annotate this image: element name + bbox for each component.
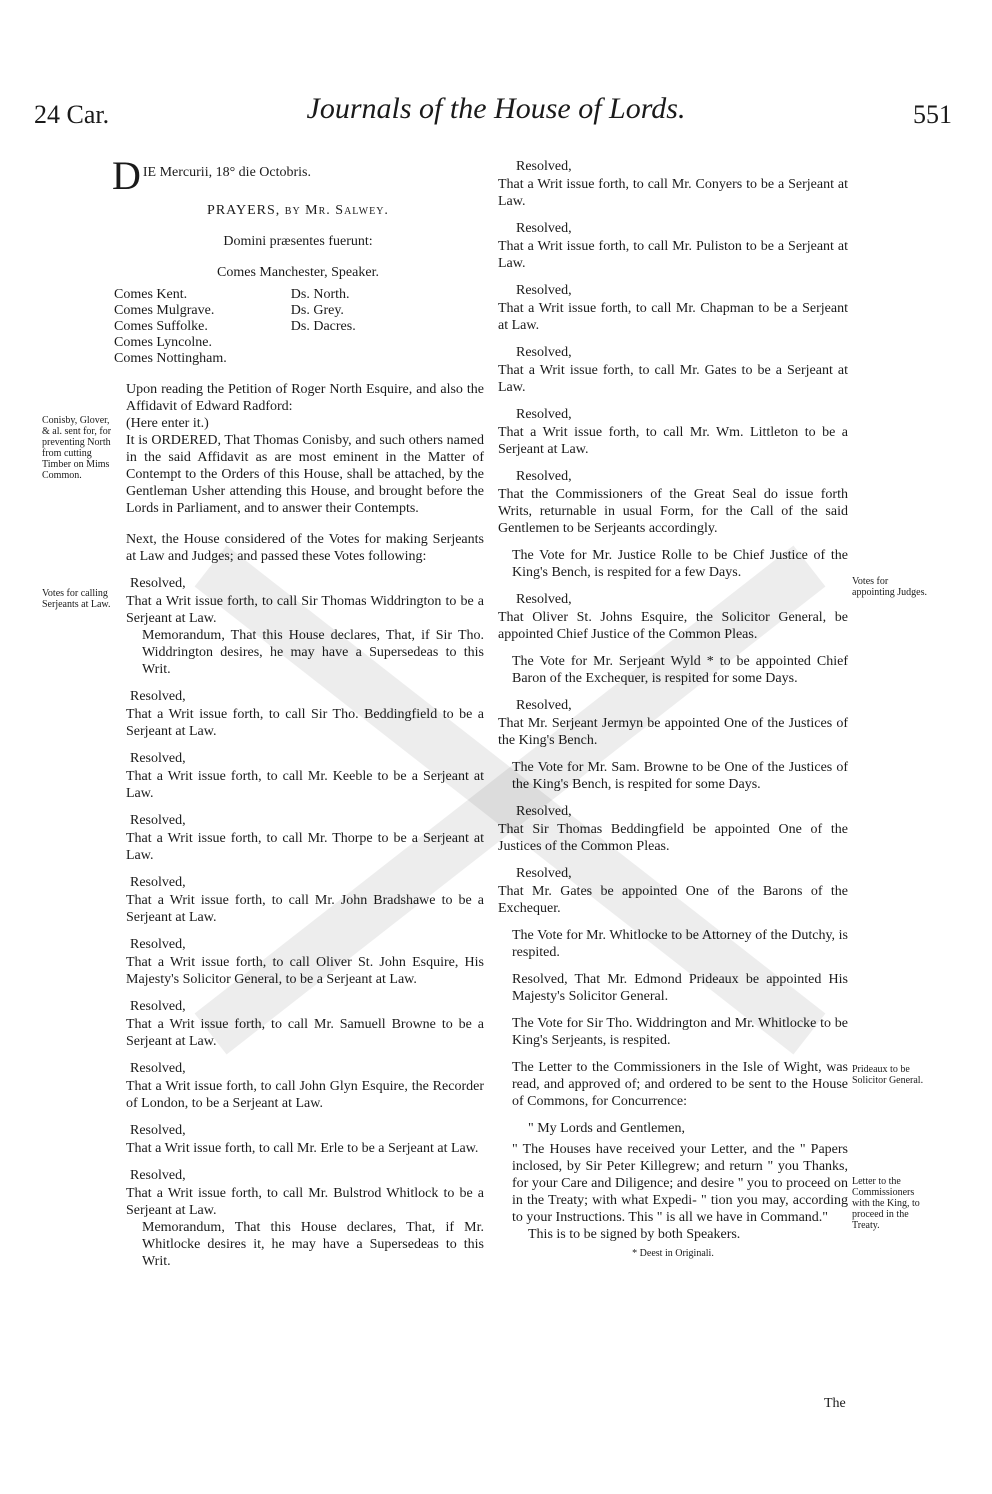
margin-note-votes-serjeants: Votes for calling Serjeants at Law. bbox=[42, 588, 111, 610]
right-column bbox=[498, 158, 848, 1262]
resolution bbox=[112, 750, 484, 802]
vote-browne: The Vote for Mr. Sam. Browne to be One of the Justices of the King's Bench, is respited for some Days. bbox=[512, 760, 848, 792]
attendee: Ds. North. bbox=[290, 287, 350, 302]
resolved-label: Resolved, bbox=[130, 937, 186, 952]
resolution bbox=[498, 158, 848, 210]
resolution bbox=[112, 1122, 484, 1157]
resolution bbox=[498, 865, 848, 917]
resolution-text: That a Writ issue forth, to call Mr. Conyers to be a Serjeant at Law. bbox=[498, 177, 848, 209]
resolution bbox=[498, 282, 848, 334]
resolution bbox=[112, 1060, 484, 1112]
resolution-text: That a Writ issue forth, to call Mr. Erle to be a Serjeant at Law. bbox=[126, 1141, 479, 1156]
date-text: IE Mercurii, 18° die Octobris. bbox=[142, 165, 311, 180]
resolution-text: That a Writ issue forth, to call Mr. Gates to be a Serjeant at Law. bbox=[498, 363, 848, 395]
memorandum: Memorandum, That this House declares, That, if Mr. Whitlocke desires it, he may have a Supersedeas to this Writ. bbox=[142, 1220, 484, 1269]
vote-wyld: The Vote for Mr. Serjeant Wyld * to be appointed Chief Baron of the Exchequer, is respited for some Days. bbox=[512, 654, 848, 686]
signature-note: This is to be signed by both Speakers. bbox=[528, 1227, 741, 1242]
resolved-label: Resolved, bbox=[130, 1061, 186, 1076]
resolution-text: That a Writ issue forth, to call Sir Tho. Beddingfield to be a Serjeant at Law. bbox=[126, 707, 484, 739]
resolution-text: That Mr. Serjeant Jermyn be appointed One of the Justices of the King's Bench. bbox=[498, 716, 848, 748]
attendee: Comes Lyncolne. bbox=[114, 335, 212, 350]
margin-note-prideaux: Prideaux to be Solicitor General. bbox=[852, 1064, 924, 1086]
resolution-text: That the Commissioners of the Great Seal do issue forth Writs, returnable in usual Form, for the Call of the said Gentlemen to be Serjeants accordingly. bbox=[498, 487, 848, 536]
resolved-label: Resolved, bbox=[516, 804, 572, 819]
letter-salutation: " My Lords and Gentlemen, bbox=[528, 1121, 685, 1136]
resolution bbox=[498, 697, 848, 749]
resolved-label: Resolved, bbox=[130, 813, 186, 828]
resolution bbox=[112, 998, 484, 1050]
resolution bbox=[112, 812, 484, 864]
resolved-label: Resolved, bbox=[130, 689, 186, 704]
resolution-text: That Mr. Gates be appointed One of the Barons of the Exchequer. bbox=[498, 884, 848, 916]
margin-note-letter: Letter to the Commissioners with the King, to proceed in the Treaty. bbox=[852, 1176, 920, 1231]
memorandum: Memorandum, That this House declares, That, if Sir Tho. Widdrington desires, he may have a Supersedeas to this Writ. bbox=[142, 628, 484, 677]
resolved-label: Resolved, bbox=[130, 875, 186, 890]
resolution bbox=[498, 220, 848, 272]
resolved-label: Resolved, bbox=[130, 1123, 186, 1138]
attendance-earls bbox=[114, 287, 227, 367]
resolved-label: Resolved, bbox=[130, 751, 186, 766]
resolved-label: Resolved, bbox=[130, 999, 186, 1014]
drop-cap: D bbox=[112, 158, 141, 192]
header-page-number: 551 bbox=[913, 100, 952, 129]
resolution-text: That a Writ issue forth, to call John Glyn Esquire, the Recorder of London, to be a Serjeant at Law. bbox=[126, 1079, 484, 1111]
letter-intro: The Letter to the Commissioners in the Isle of Wight, was read, and approved of; and ordered to be sent to the House of Commons, for Concurrence: bbox=[512, 1060, 848, 1109]
resolution-text: That a Writ issue forth, to call Mr. John Bradshawe to be a Serjeant at Law. bbox=[126, 893, 484, 925]
votes-intro: Next, the House considered of the Votes for making Serjeants at Law and Judges; and passed these Votes following: bbox=[126, 532, 484, 564]
resolution-text: That Sir Thomas Beddingfield be appointed One of the Justices of the Common Pleas. bbox=[498, 822, 848, 854]
catchword: The bbox=[824, 1396, 846, 1411]
margin-note-conisby: Conisby, Glover, & al. sent for, for preventing North from cutting Timber on Mims Common. bbox=[42, 415, 112, 481]
petition-text: Upon reading the Petition of Roger North Esquire, and also the Affidavit of Edward Radford: bbox=[126, 382, 484, 414]
left-column bbox=[112, 158, 484, 1280]
resolution-text: That a Writ issue forth, to call Mr. Chapman to be a Serjeant at Law. bbox=[498, 301, 848, 333]
resolved-label: Resolved, bbox=[130, 576, 186, 591]
margin-note-votes-judges: Votes for appointing Judges. bbox=[852, 576, 927, 598]
resolution-text: That a Writ issue forth, to call Mr. Keeble to be a Serjeant at Law. bbox=[126, 769, 484, 801]
petition-note: (Here enter it.) bbox=[126, 416, 209, 431]
resolution bbox=[112, 575, 484, 678]
resolution bbox=[498, 344, 848, 396]
attendance-barons bbox=[263, 287, 356, 367]
resolution-text: That a Writ issue forth, to call Mr. Thorpe to be a Serjeant at Law. bbox=[126, 831, 484, 863]
attendee: Ds. Grey. bbox=[290, 303, 344, 318]
resolution-text: That a Writ issue forth, to call Mr. Wm. Littleton to be a Serjeant at Law. bbox=[498, 425, 848, 457]
resolution-text: That Oliver St. Johns Esquire, the Solicitor General, be appointed Chief Justice of the Common Pleas. bbox=[498, 610, 848, 642]
resolution-text: That a Writ issue forth, to call Oliver St. John Esquire, His Majesty's Solicitor General, to be a Serjeant at Law. bbox=[126, 955, 484, 987]
resolved-label: Resolved, bbox=[516, 407, 572, 422]
resolved-label: Resolved, bbox=[516, 283, 572, 298]
present-line: Domini præsentes fuerunt: bbox=[223, 234, 373, 249]
resolution-text: That a Writ issue forth, to call Sir Thomas Widdrington to be a Serjeant at Law. bbox=[126, 594, 484, 626]
vote-kings-serjeants: The Vote for Sir Tho. Widdrington and Mr. Whitlocke to be King's Serjeants, is respited. bbox=[512, 1016, 848, 1048]
prayers-line: PRAYERS, by Mr. Salwey. bbox=[207, 203, 389, 218]
speaker-line: Comes Manchester, Speaker. bbox=[217, 265, 379, 280]
attendee: Comes Nottingham. bbox=[114, 351, 227, 366]
resolution-text: That a Writ issue forth, to call Mr. Bulstrod Whitlock to be a Serjeant at Law. bbox=[126, 1186, 484, 1218]
resolved-label: Resolved, bbox=[516, 469, 572, 484]
attendance-list bbox=[114, 287, 484, 367]
resolution bbox=[498, 468, 848, 537]
vote-rolle: The Vote for Mr. Justice Rolle to be Chief Justice of the King's Bench, is respited for a few Days. bbox=[512, 548, 848, 580]
resolution bbox=[498, 406, 848, 458]
page-header bbox=[0, 92, 992, 142]
attendee: Comes Kent. bbox=[114, 287, 188, 302]
attendee: Comes Mulgrave. bbox=[114, 303, 215, 318]
resolution bbox=[112, 874, 484, 926]
resolved-label: Resolved, bbox=[516, 698, 572, 713]
order-text: It is ORDERED, That Thomas Conisby, and such others named in the said Affidavit as are most eminent in the Matter of Contempt to the Orders of this House, shall be attached, by the Gentleman Usher attending this House, and brought before the Lords in Parliament, and to answer their Contempts. bbox=[126, 433, 484, 516]
resolution bbox=[112, 936, 484, 988]
resolution bbox=[112, 688, 484, 740]
footnote: * Deest in Originali. bbox=[632, 1248, 714, 1259]
resolution bbox=[498, 591, 848, 643]
letter-body: " The Houses have received your Letter, and the " Papers inclosed, by Sir Peter Killegrew; and return " you Thanks, for your Care and Diligence; and desire " you to proceed on in the Treaty; with what Expedi- " tion you may, according to your Instructions. This " is all we have in Command." bbox=[512, 1142, 848, 1225]
resolved-label: Resolved, bbox=[516, 159, 572, 174]
resolution bbox=[498, 803, 848, 855]
resolution-text: That a Writ issue forth, to call Mr. Samuell Browne to be a Serjeant at Law. bbox=[126, 1017, 484, 1049]
resolved-label: Resolved, bbox=[130, 1168, 186, 1183]
attendee: Ds. Dacres. bbox=[290, 319, 356, 334]
header-title: Journals of the House of Lords. bbox=[306, 92, 686, 125]
date-line bbox=[112, 158, 484, 192]
vote-whitlocke: The Vote for Mr. Whitlocke to be Attorney of the Dutchy, is respited. bbox=[512, 928, 848, 960]
resolved-label: Resolved, bbox=[516, 221, 572, 236]
attendee: Comes Suffolke. bbox=[114, 319, 208, 334]
resolution-prideaux: Resolved, That Mr. Edmond Prideaux be appointed His Majesty's Solicitor General. bbox=[512, 972, 848, 1004]
header-regnal-year: 24 Car. bbox=[34, 100, 110, 129]
resolved-label: Resolved, bbox=[516, 345, 572, 360]
resolved-label: Resolved, bbox=[516, 592, 572, 607]
resolution-text: That a Writ issue forth, to call Mr. Puliston to be a Serjeant at Law. bbox=[498, 239, 848, 271]
resolution bbox=[112, 1167, 484, 1270]
petition-entry bbox=[112, 381, 484, 517]
resolved-label: Resolved, bbox=[516, 866, 572, 881]
